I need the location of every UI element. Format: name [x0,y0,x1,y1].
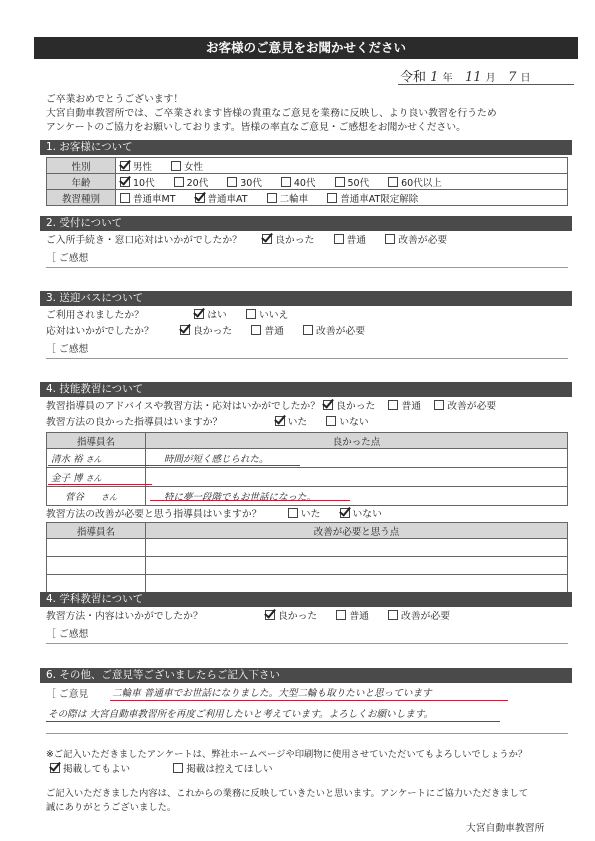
publish-options [50,763,550,777]
checkbox[interactable] [288,508,298,518]
year-value[interactable]: 1 [430,70,439,85]
checkbox[interactable] [174,177,184,187]
red-pen-underline [48,484,152,485]
opinion-label-text: ご意見 [58,689,89,700]
red-pen-underline [46,721,500,722]
empty-cell[interactable] [146,557,568,575]
checkbox[interactable] [120,161,130,171]
intro-line: アンケートのご協力をお願いしております。皆様の率直なご意見・ご感想をお聞かせください。 [46,122,466,133]
option-label: 良かった [193,326,233,337]
option-label: 普通 [264,326,284,337]
option-label: 普通 [401,401,422,412]
empty-cell[interactable] [47,539,146,557]
instructor-name[interactable]: 清水 裕 [51,454,83,465]
era: 令和 [400,70,427,85]
publish-question: ※ご記入いただきましたアンケートは、弊社ホームページや印刷物に使用させていただいてもよろしいでしょうか？ [46,749,528,760]
age-option: 10代 [133,177,155,189]
classroom-comment-label: ［ ご感想 [46,629,89,640]
section-header-other: 6. その他、ご意見等ございましたらご記入下さい [40,668,572,683]
gender-female: 女性 [184,161,204,173]
checkbox[interactable] [303,325,313,335]
year-unit: 年 [442,73,453,84]
skills-question-2-row [46,415,566,430]
checkbox[interactable] [50,763,60,773]
checkbox[interactable] [323,400,333,410]
intro-line: ご卒業おめでとうございます！ [46,94,184,105]
checkbox[interactable] [388,610,398,620]
reception-question: ご入所手続き・窓口応対はいかがでしたか？ [46,235,242,246]
section-header-bus: 3. 送迎バスについて [40,291,572,306]
checkbox[interactable] [120,177,130,187]
age-option: 60代以上 [401,177,442,189]
age-option: 30代 [240,177,262,189]
checkbox[interactable] [120,193,130,203]
kanso-label: ご感想 [58,253,89,264]
course-type-label: 教習種別 [47,190,116,206]
footer-school-name: 大宮自動車教習所 [466,823,545,834]
option-label: 良かった [336,401,376,412]
kanso-label: ご感想 [58,629,89,640]
table-row [47,557,568,575]
opinion-label: ［ ご意見 [46,689,89,700]
course-option: 二輪車 [279,193,309,205]
red-pen-underline [110,700,508,701]
reception-question-row [46,233,566,248]
month-value[interactable]: 11 [464,70,482,85]
section-header-classroom: 4. 学科教習について [40,592,572,607]
improve-instructor-table [46,522,568,593]
good-instructor-table [46,432,568,506]
reception-comment-label: ［ ご感想 [46,253,89,264]
date-line [400,66,576,85]
classroom-question: 教習方法・内容はいかがでしたか？ [46,611,203,622]
course-option: 普通車AT [207,193,248,205]
publish-ok: 掲載してもよい [63,764,131,775]
instructor-name[interactable]: 金子 博 [51,473,83,484]
publish-no: 掲載は控えてほしい [186,764,273,775]
option-label: いない [339,417,369,428]
checkbox[interactable] [262,234,272,244]
col-improvement-points: 改善が必要と思う点 [146,523,568,539]
course-option: 普通車MT [133,193,176,205]
reception-comment-line[interactable] [46,267,568,268]
month-unit: 月 [485,73,496,84]
checkbox[interactable] [326,416,336,426]
checkbox[interactable] [265,610,275,620]
checkbox[interactable] [251,325,261,335]
closing-line: 誠にありがとうございました。 [46,802,177,813]
empty-cell[interactable] [146,539,568,557]
checkbox[interactable] [194,309,204,319]
option-label: 改善が必要 [316,326,366,337]
table-row [47,539,568,557]
option-label: はい [207,310,227,321]
skills-question-1: 教習指導員のアドバイスや教習方法・応対はいかがでしたか？ [46,401,321,412]
gender-label: 性別 [47,158,116,174]
checkbox[interactable] [335,177,345,187]
checkbox[interactable] [327,193,337,203]
option-label: 良かった [275,235,315,246]
bus-question-2: 応対はいかがでしたか？ [46,326,154,337]
checkbox[interactable] [173,763,183,773]
intro-text [46,93,566,135]
checkbox[interactable] [171,161,181,171]
checkbox[interactable] [388,177,398,187]
kanso-label: ご感想 [58,344,89,355]
name-suffix: さん [85,474,102,483]
checkbox[interactable] [334,234,344,244]
checkbox[interactable] [246,309,256,319]
gender-male: 男性 [133,161,153,173]
checkbox[interactable] [385,234,395,244]
option-label: いた [300,509,321,520]
name-suffix: さん [85,455,102,464]
bus-comment-line[interactable] [46,358,568,359]
page-title: お客様のご意見をお聞かせください [34,37,578,59]
instructor-name[interactable]: 菅谷 [65,492,85,503]
checkbox[interactable] [336,610,346,620]
option-label: 良かった [278,611,318,622]
bus-comment-label: ［ ご感想 [46,344,89,355]
option-label: 改善が必要 [398,235,448,246]
skills-question-3: 教習方法の改善が必要と思う指導員はいますか？ [46,509,262,520]
option-label: いた [287,417,308,428]
checkbox[interactable] [434,400,444,410]
table-row [47,575,568,593]
option-label: 改善が必要 [447,401,497,412]
checkbox[interactable] [340,508,350,518]
classroom-comment-line[interactable] [46,643,568,644]
checkbox[interactable] [275,416,285,426]
date-underline [398,84,574,85]
section-header-reception: 2. 受付について [40,216,572,231]
opinion-line-1[interactable]: 二輪車 普通車でお世話になりました。大型二輪も取りたいと思っています [112,688,432,699]
age-label: 年齢 [47,174,116,190]
empty-cell[interactable] [47,575,146,593]
option-label: 普通 [346,235,367,246]
col-instructor-name: 指導員名 [47,433,146,449]
bus-question-1-row [46,308,566,323]
opinion-line-2[interactable]: その際は 大宮自動車教習所を再度ご利用したいと考えています。よろしくお願いします。 [48,709,434,720]
table-row [47,487,568,506]
good-point-comment[interactable]: 特に夢一段階でもお世話になった。 [164,492,317,503]
intro-line: 大宮自動車教習所では、ご卒業されます皆様の貴重なご意見を業務に反映し、より良い教習を行うため [46,108,497,119]
option-label: いいえ [258,310,289,321]
age-option: 40代 [293,177,316,189]
good-point-comment[interactable]: 時間が短く感じられた。 [164,454,269,465]
bus-question-2-row [46,324,566,339]
checkbox[interactable] [227,177,237,187]
checkbox[interactable] [195,193,205,203]
section-header-customer: 1. お客様について [40,140,572,155]
checkbox[interactable] [281,177,291,187]
bus-question-1: ご利用されましたか？ [46,310,144,321]
day-value[interactable]: 7 [508,70,517,85]
course-option: 普通車AT限定解除 [340,193,419,205]
closing-line: ご記入いただきました内容は、これからの業務に反映していきたいと思います。アンケートにご協力いただきまして [46,788,529,799]
checkbox[interactable] [267,193,277,203]
option-label: いない [352,509,382,520]
red-pen-underline [150,500,350,501]
opinion-bottom-line [46,733,568,734]
classroom-question-row [46,609,566,624]
closing-text [46,787,576,815]
section-header-skills: 4. 技能教習について [40,382,572,397]
red-pen-underline [48,465,300,466]
customer-table [46,157,568,206]
option-label: 普通 [349,611,369,622]
col-instructor-name: 指導員名 [47,523,146,539]
col-good-points: 良かった点 [146,433,568,449]
empty-cell[interactable] [146,575,568,593]
option-label: 改善が必要 [401,611,451,622]
empty-cell[interactable] [47,557,146,575]
day-unit: 日 [520,73,531,84]
skills-question-2: 教習方法の良かった指導員はいますか？ [46,417,223,428]
skills-question-1-row [46,399,576,414]
checkbox[interactable] [180,325,190,335]
checkbox[interactable] [388,400,398,410]
skills-question-3-row [46,507,566,522]
name-suffix: さん [101,493,118,502]
age-option: 50代 [347,177,370,189]
age-option: 20代 [186,177,209,189]
